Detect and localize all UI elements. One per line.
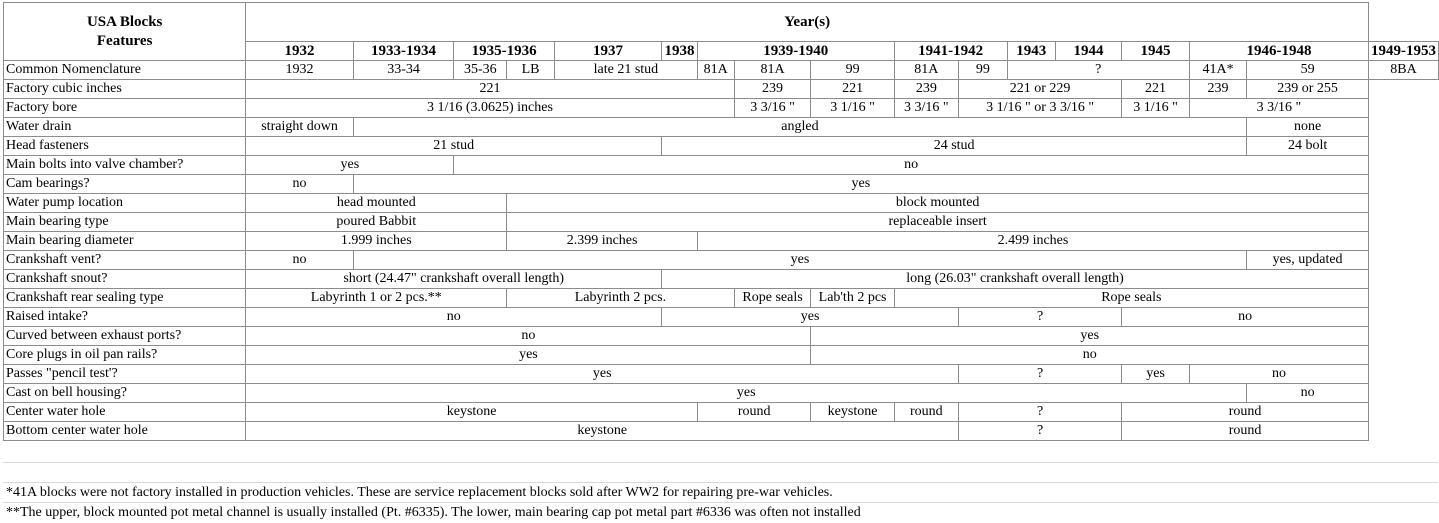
row-label: Main bearing diameter — [4, 232, 246, 251]
row-label: Bottom center water hole — [4, 422, 246, 441]
table-cell: 239 — [894, 80, 958, 99]
table-row — [4, 137, 1439, 156]
row-label: Crankshaft vent? — [4, 251, 246, 270]
table-cell: yes — [1122, 365, 1190, 384]
table-row — [4, 384, 1439, 403]
table-cell: 24 bolt — [1247, 137, 1369, 156]
table-cell: yes, updated — [1247, 251, 1369, 270]
row-label: Center water hole — [4, 403, 246, 422]
year-col-header: 1941-1942 — [894, 42, 1007, 61]
table-cell: round — [697, 403, 811, 422]
row-label: Cast on bell housing? — [4, 384, 246, 403]
table-cell: yes — [353, 251, 1246, 270]
table-cell: none — [1247, 118, 1369, 137]
year-col-header: 1932 — [246, 42, 353, 61]
table-cell: 99 — [959, 61, 1008, 80]
table-cell: 239 — [734, 80, 811, 99]
table-row — [4, 308, 1439, 327]
table-cell: replaceable insert — [507, 213, 1369, 232]
table-cell: 2.399 inches — [507, 232, 698, 251]
corner-title-line2: Features — [96, 32, 153, 49]
comparison-table — [3, 2, 1439, 441]
year-col-header: 1943 — [1007, 42, 1055, 61]
table-cell: ? — [1007, 61, 1189, 80]
table-cell: 221 — [811, 80, 894, 99]
table-cell: straight down — [246, 118, 353, 137]
table-cell: no — [246, 175, 353, 194]
table-cell: short (24.47" crankshaft overall length) — [246, 270, 662, 289]
row-label: Head fasteners — [4, 137, 246, 156]
row-label: Water pump location — [4, 194, 246, 213]
table-cell: no — [1247, 384, 1369, 403]
corner-title-line1: USA Blocks — [86, 13, 163, 30]
table-row — [4, 422, 1439, 441]
table-cell: yes — [246, 365, 959, 384]
table-cell: 3 3/16 " — [734, 99, 811, 118]
table-cell: 8BA — [1369, 61, 1439, 80]
table-cell: 3 1/16 " or 3 3/16 " — [959, 99, 1122, 118]
year-col-header: 1938 — [662, 42, 698, 61]
table-cell: poured Babbit — [246, 213, 507, 232]
table-row — [4, 232, 1439, 251]
table-cell: no — [1122, 308, 1369, 327]
table-cell: 24 stud — [662, 137, 1247, 156]
table-row — [4, 213, 1439, 232]
table-row — [4, 175, 1439, 194]
table-cell: ? — [959, 365, 1122, 384]
table-cell: Lab'th 2 pcs — [811, 289, 894, 308]
table-cell: keystone — [246, 403, 698, 422]
row-label: Raised intake? — [4, 308, 246, 327]
table-cell: yes — [246, 346, 811, 365]
table-cell: 221 — [246, 80, 734, 99]
table-cell: round — [1122, 422, 1369, 441]
table-cell: 33-34 — [353, 61, 454, 80]
table-cell: yes — [662, 308, 959, 327]
table-cell: yes — [811, 327, 1369, 346]
table-cell: keystone — [811, 403, 894, 422]
table-cell: angled — [353, 118, 1246, 137]
table-cell: 81A — [697, 61, 734, 80]
table-cell: 3 1/16 " — [811, 99, 894, 118]
table-row — [4, 270, 1439, 289]
table-cell: no — [246, 251, 353, 270]
year-col-header: 1944 — [1055, 42, 1121, 61]
year-col-header: 1939-1940 — [697, 42, 894, 61]
row-label: Main bolts into valve chamber? — [4, 156, 246, 175]
table-cell: Labyrinth 1 or 2 pcs.** — [246, 289, 507, 308]
year-col-header: 1937 — [554, 42, 661, 61]
table-cell: Rope seals — [734, 289, 811, 308]
row-label: Passes "pencil test'? — [4, 365, 246, 384]
table-cell: 81A — [734, 61, 811, 80]
year-col-header: 1946-1948 — [1189, 42, 1368, 61]
table-cell: 221 — [1122, 80, 1190, 99]
table-cell: 35-36 — [454, 61, 507, 80]
table-cell: 239 or 255 — [1247, 80, 1369, 99]
table-cell: round — [894, 403, 958, 422]
table-row — [4, 251, 1439, 270]
row-label: Cam bearings? — [4, 175, 246, 194]
corner-header — [4, 3, 246, 61]
table-cell: 239 — [1189, 80, 1246, 99]
row-label: Main bearing type — [4, 213, 246, 232]
years-header: Year(s) — [246, 3, 1369, 42]
table-cell: 99 — [811, 61, 894, 80]
table-row — [4, 99, 1439, 118]
row-label: Crankshaft snout? — [4, 270, 246, 289]
table-row — [4, 156, 1439, 175]
table-row — [4, 289, 1439, 308]
table-cell: 41A* — [1189, 61, 1246, 80]
table-cell: 3 3/16 " — [894, 99, 958, 118]
table-cell: 1.999 inches — [246, 232, 507, 251]
table-cell: no — [246, 327, 811, 346]
table-cell: no — [1189, 365, 1368, 384]
table-cell: 81A — [894, 61, 958, 80]
table-cell: late 21 stud — [554, 61, 697, 80]
table-row — [4, 61, 1439, 80]
table-row — [4, 118, 1439, 137]
row-label: Factory cubic inches — [4, 80, 246, 99]
table-cell: yes — [353, 175, 1368, 194]
row-label: Curved between exhaust ports? — [4, 327, 246, 346]
table-cell: block mounted — [507, 194, 1369, 213]
table-cell: Rope seals — [894, 289, 1368, 308]
table-cell: keystone — [246, 422, 959, 441]
table-row — [4, 327, 1439, 346]
table-cell: head mounted — [246, 194, 507, 213]
table-cell: no — [811, 346, 1369, 365]
table-cell: ? — [959, 308, 1122, 327]
row-label: Water drain — [4, 118, 246, 137]
row-label: Core plugs in oil pan rails? — [4, 346, 246, 365]
header-row-top — [4, 3, 1439, 42]
table-row — [4, 403, 1439, 422]
table-cell: 1932 — [246, 61, 353, 80]
table-cell: yes — [246, 384, 1247, 403]
table-row — [4, 365, 1439, 384]
footnote-2: **The upper, block mounted pot metal channel is usually installed (Pt. #6335). The lower, main bearing cap pot metal part #6336 was often not installed — [6, 505, 861, 520]
table-cell: 221 or 229 — [959, 80, 1122, 99]
table-cell: 3 1/16 " — [1122, 99, 1190, 118]
table-cell: Labyrinth 2 pcs. — [507, 289, 734, 308]
table-cell: ? — [959, 422, 1122, 441]
table-cell: 2.499 inches — [697, 232, 1368, 251]
row-label: Common Nomenclature — [4, 61, 246, 80]
year-col-header: 1935-1936 — [454, 42, 555, 61]
year-col-header: 1933-1934 — [353, 42, 454, 61]
table-row — [4, 194, 1439, 213]
table-cell: 3 3/16 " — [1189, 99, 1368, 118]
table-cell: round — [1122, 403, 1369, 422]
row-label: Crankshaft rear sealing type — [4, 289, 246, 308]
table-cell: no — [454, 156, 1369, 175]
table-row — [4, 346, 1439, 365]
year-col-header: 1945 — [1122, 42, 1190, 61]
footnote-1: *41A blocks were not factory installed in production vehicles. These are service replacement blocks sold after WW2 for repairing pre-war vehicles. — [6, 485, 833, 500]
table-cell: 3 1/16 (3.0625) inches — [246, 99, 734, 118]
table-cell: 21 stud — [246, 137, 662, 156]
table-row — [4, 80, 1439, 99]
footnotes — [6, 483, 861, 523]
year-col-header: 1949-1953 — [1369, 42, 1439, 61]
table-cell: no — [246, 308, 662, 327]
table-cell: yes — [246, 156, 454, 175]
row-label: Factory bore — [4, 99, 246, 118]
table-cell: ? — [959, 403, 1122, 422]
table-cell: 59 — [1247, 61, 1369, 80]
table-cell: LB — [507, 61, 555, 80]
table-cell: long (26.03" crankshaft overall length) — [662, 270, 1369, 289]
